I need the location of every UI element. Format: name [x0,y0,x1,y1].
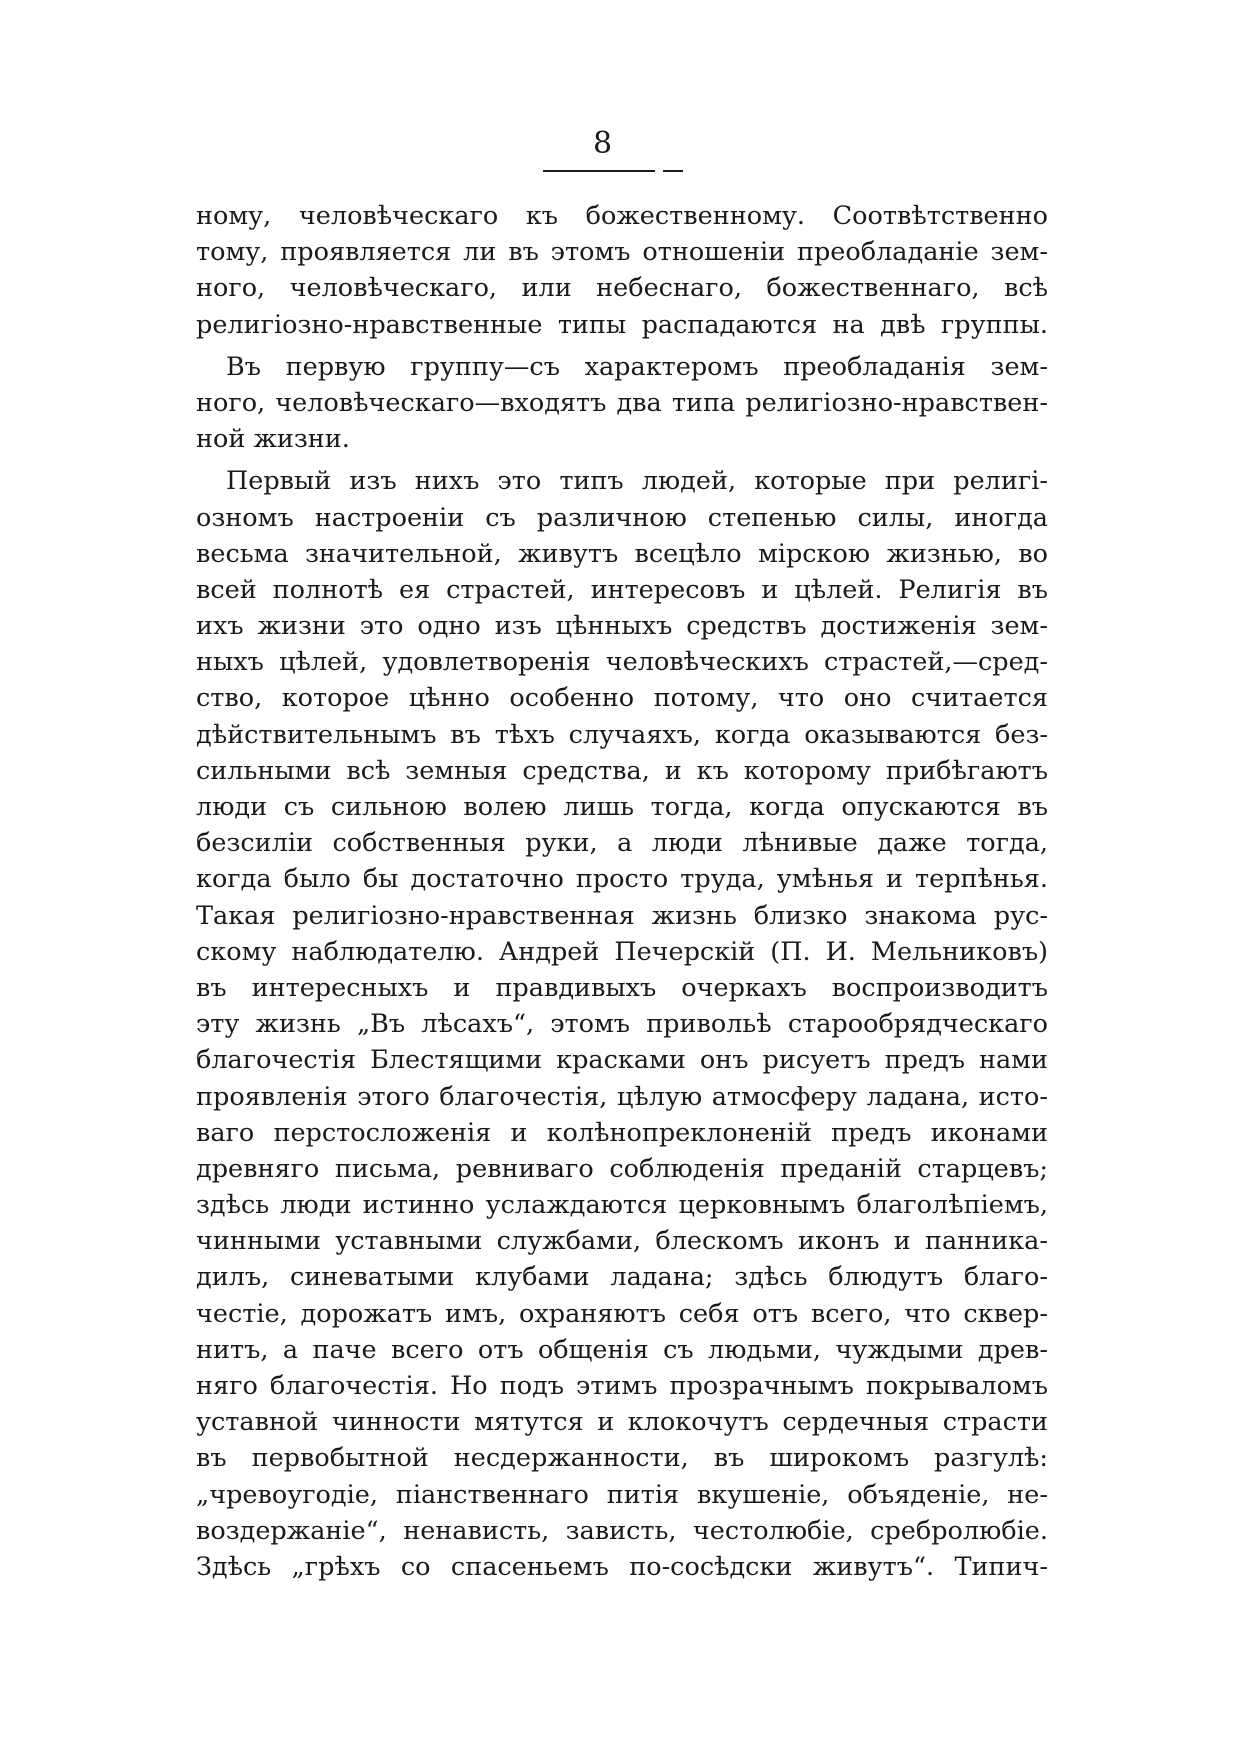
text-line: ного, человѣческаго—входятъ два типа религіозно-нравствен- [196,387,1048,418]
text-line: эту жизнь „Въ лѣсахъ“, этомъ привольѣ старообрядческаго [196,1009,1048,1040]
text-line: нитъ, а паче всего отъ общенія съ людьми, чуждыми древ- [196,1334,1048,1365]
text-line: Въ первую группу—съ характеромъ преобладанія зем- [226,351,1048,382]
text-line: когда было бы достаточно просто труда, умѣнья и терпѣнья. [196,864,1048,895]
paragraph-1 [196,198,1048,343]
text-line: скому наблюдателю. Андрей Печерскій (П. И. Мельниковъ) [196,936,1048,967]
body-text [196,198,1048,1585]
text-line: ной жизни. [196,424,350,455]
text-line: ихъ жизни это одно изъ цѣнныхъ средствъ достиженія зем- [196,611,1048,642]
text-line: люди съ сильною волею лишь тогда, когда опускаются въ [196,792,1048,822]
text-line: „чревоугодіе, піанственнаго питія вкушеніе, объяденіе, не- [196,1479,1048,1510]
text-line: Здѣсь „грѣхъ со спасеньемъ по-сосѣдски живутъ“. Типич- [196,1551,1048,1582]
header-rule [543,170,655,172]
text-line: ному, человѣческаго къ божественному. Соотвѣтственно [196,201,1048,231]
text-line: тому, проявляется ли въ этомъ отношеніи преобладаніе зем- [196,237,1048,268]
text-line: дилъ, синеватыми клубами ладана; здѣсь блюдутъ благо- [196,1262,1048,1293]
text-line: религіозно-нравственные типы распадаются на двѣ группы. [196,309,1048,340]
text-line: ныхъ цѣлей, удовлетворенія человѣческихъ страстей,—сред- [196,647,1048,678]
text-line: древняго письма, ревниваго соблюденія преданій старцевъ; [196,1153,1048,1184]
text-line: весьма значительной, живутъ всецѣло мірскою жизнью, во [196,538,1048,569]
text-line: ного, человѣческаго, или небеснаго, божественнаго, всѣ [196,273,1048,304]
text-line: сильными всѣ земныя средства, и къ которому прибѣгаютъ [196,755,1048,786]
text-line: проявленія этого благочестія, цѣлую атмосферу ладана, исто- [196,1081,1048,1112]
header-rule-tail [663,170,683,172]
text-line: ваго перстосложенія и колѣнопреклоненій предъ иконами [196,1117,1048,1148]
page-number: 8 [592,126,613,161]
text-line: Первый изъ нихъ это типъ людей, которые при религі- [226,466,1048,497]
text-line: воздержаніе“, ненависть, зависть, честолюбіе, сребролюбіе. [196,1515,1048,1546]
paragraph-2 [196,349,1048,458]
text-line: озномъ настроеніи съ различною степенью силы, иногда [196,502,1048,533]
text-line: уставной чинности мятутся и клокочутъ сердечныя страсти [196,1407,1048,1438]
text-line: въ интересныхъ и правдивыхъ очеркахъ воспроизводитъ [196,972,1048,1003]
text-line: честіе, дорожатъ имъ, охраняютъ себя отъ всего, что сквер- [196,1298,1048,1329]
text-line: въ первобытной несдержанности, въ широкомъ разгулѣ: [196,1443,1048,1474]
text-line: дѣйствительнымъ въ тѣхъ случаяхъ, когда оказываются без- [196,719,1048,750]
paragraph-3 [196,463,1048,1585]
text-line: благочестія Блестящими красками онъ рисуетъ предъ нами [196,1045,1048,1076]
text-line: Такая религіозно-нравственная жизнь близко знакома рус- [196,900,1048,931]
text-line: всей полнотѣ ея страстей, интересовъ и цѣлей. Религія въ [196,574,1048,605]
text-line: безсиліи собственныя руки, а люди лѣнивые даже тогда, [196,828,1048,859]
text-line: чинными уставными службами, блескомъ иконъ и панника- [196,1226,1048,1257]
text-line: здѣсь люди истинно услаждаются церковнымъ благолѣпіемъ, [196,1190,1048,1221]
text-line: няго благочестія. Но подъ этимъ прозрачнымъ покрываломъ [196,1371,1048,1401]
text-line: ство, которое цѣнно особенно потому, что оно считается [196,683,1048,714]
